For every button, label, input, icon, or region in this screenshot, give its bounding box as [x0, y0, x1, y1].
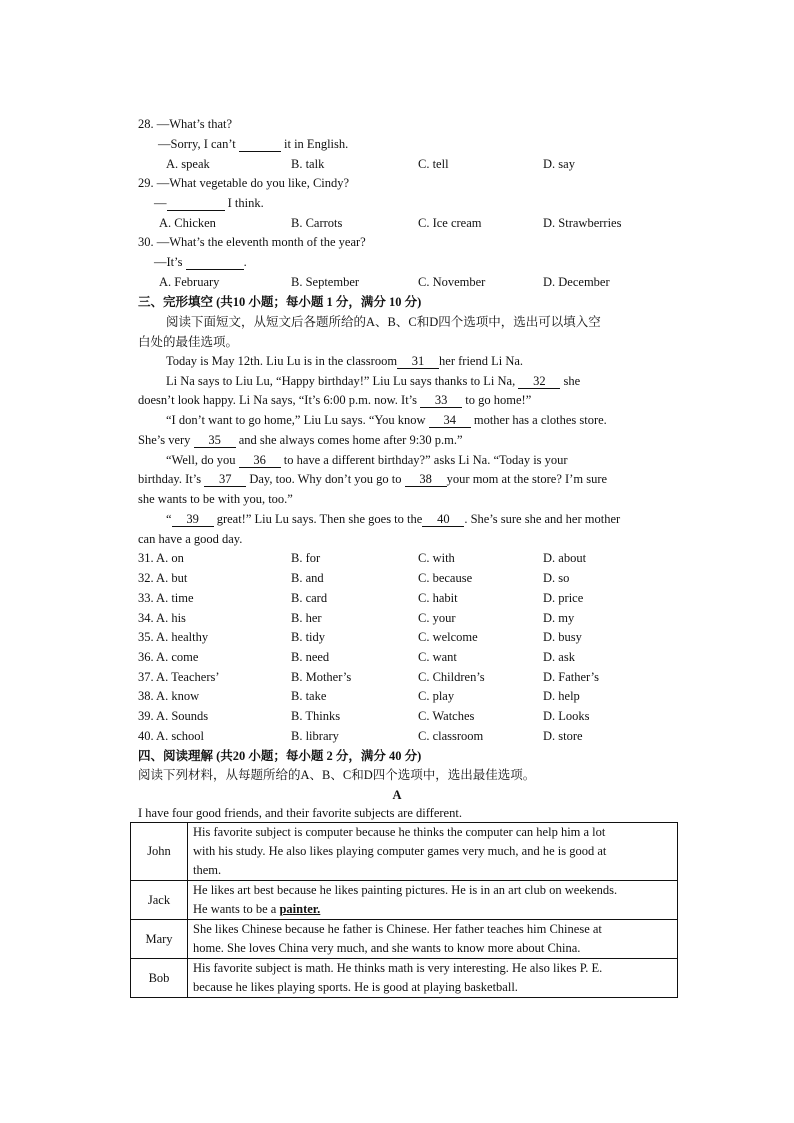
cloze-39-option-c[interactable]: C. Watches: [418, 709, 475, 723]
q29-stem: 29. —What vegetable do you like, Cindy?: [138, 176, 350, 190]
cloze-36-option-c[interactable]: C. want: [418, 650, 457, 664]
q29-option-b[interactable]: B. Carrots: [291, 216, 343, 230]
cloze-38-option-c[interactable]: C. play: [418, 689, 455, 703]
description-line: with his study. He also likes playing computer games very much, and he is good at: [193, 844, 607, 858]
cloze-31-option-d[interactable]: D. about: [543, 551, 587, 565]
q28-option-b[interactable]: B. talk: [291, 157, 325, 171]
description-text: He wants to be a: [193, 902, 280, 916]
passage-line-10: can have a good day.: [138, 532, 243, 546]
cloze-33-option-d[interactable]: D. price: [543, 591, 584, 605]
q30-option-b[interactable]: B. September: [291, 275, 360, 289]
q28-stem: 28. —What’s that?: [138, 117, 233, 131]
cloze-40-option-a[interactable]: 40. A. school: [138, 729, 204, 743]
cloze-31-option-c[interactable]: C. with: [418, 551, 455, 565]
cloze-34-option-c[interactable]: C. your: [418, 611, 456, 625]
cloze-40-option-d[interactable]: D. store: [543, 729, 583, 743]
cloze-33-option-a[interactable]: 33. A. time: [138, 591, 194, 605]
description-line: He likes art best because he likes painting pictures. He is in an art club on weekends.: [193, 883, 618, 897]
q30-stem: 30. —What’s the eleventh month of the year?: [138, 235, 366, 249]
cloze-39-option-b[interactable]: B. Thinks: [291, 709, 341, 723]
q30-option-d[interactable]: D. December: [543, 275, 610, 289]
cloze-32-option-d[interactable]: D. so: [543, 571, 570, 585]
q30-reply-pre: —It’s: [154, 255, 186, 269]
passage-text: Li Na says to Liu Lu, “Happy birthday!” Liu Lu says thanks to Li Na,: [166, 374, 519, 388]
q29-blank[interactable]: [167, 197, 225, 211]
part-a-heading: A: [392, 788, 402, 802]
cloze-38-option-a[interactable]: 38. A. know: [138, 689, 200, 703]
passage-text: Today is May 12th. Liu Lu is in the classroom: [166, 354, 398, 368]
q29-option-c[interactable]: C. Ice cream: [418, 216, 482, 230]
passage-line-4: [166, 412, 607, 428]
cloze-35-option-a[interactable]: 35. A. healthy: [138, 630, 209, 644]
q30-option-a[interactable]: A. February: [159, 275, 220, 289]
cloze-34-option-d[interactable]: D. my: [543, 611, 575, 625]
cloze-33-option-b[interactable]: B. card: [291, 591, 328, 605]
passage-text: Day, too. Why don’t you go to: [246, 472, 405, 486]
passage-text: “: [166, 512, 172, 526]
q30-reply-post: .: [243, 255, 247, 269]
description-line: His favorite subject is computer because he thinks the computer can help him a lot: [193, 825, 606, 839]
cloze-40-option-c[interactable]: C. classroom: [418, 729, 484, 743]
passage-line-3: [138, 392, 531, 408]
passage-text: “I don’t want to go home,” Liu Lu says. “You know: [166, 413, 429, 427]
table-cell-description: [188, 959, 678, 998]
description-line: [193, 900, 673, 919]
cloze-33-option-c[interactable]: C. habit: [418, 591, 458, 605]
table-row-mary: [131, 920, 678, 959]
passage-line-5: [138, 432, 463, 448]
blank-33[interactable]: 33: [420, 394, 462, 408]
cloze-39-option-a[interactable]: 39. A. Sounds: [138, 709, 209, 723]
q29-option-d[interactable]: D. Strawberries: [543, 216, 622, 230]
section4-instruction: 阅读下列材料，从每题所给的A、B、C和D四个选项中，选出最佳选项。: [138, 768, 536, 782]
blank-31[interactable]: 31: [397, 355, 439, 369]
reading-intro: I have four good friends, and their favorite subjects are different.: [138, 806, 462, 820]
q30-blank[interactable]: [186, 256, 244, 270]
cloze-37-option-c[interactable]: C. Children’s: [418, 670, 485, 684]
passage-text: to go home!”: [462, 393, 532, 407]
table-cell-name: Jack: [131, 881, 188, 920]
cloze-37-option-b[interactable]: B. Mother’s: [291, 670, 352, 684]
cloze-38-option-d[interactable]: D. help: [543, 689, 580, 703]
passage-text: “Well, do you: [166, 453, 239, 467]
blank-34[interactable]: 34: [429, 414, 471, 428]
passage-text: great!” Liu Lu says. Then she goes to the: [213, 512, 423, 526]
table-cell-name: Mary: [131, 920, 188, 959]
cloze-39-option-d[interactable]: D. Looks: [543, 709, 590, 723]
passage-text: to have a different birthday?” asks Li Na. “Today is your: [280, 453, 568, 467]
section3-instruction-line1: 阅读下面短文，从短文后各题所给的A、B、C和D四个选项中，选出可以填入空: [166, 315, 601, 329]
passage-line-2: [166, 373, 580, 389]
blank-32[interactable]: 32: [518, 375, 560, 389]
cloze-34-option-a[interactable]: 34. A. his: [138, 611, 186, 625]
cloze-32-option-a[interactable]: 32. A. but: [138, 571, 188, 585]
q29-reply: [154, 195, 264, 211]
q29-reply-post: I think.: [224, 196, 264, 210]
cloze-35-option-d[interactable]: D. busy: [543, 630, 582, 644]
table-row-john: [131, 823, 678, 881]
q29-option-a[interactable]: A. Chicken: [159, 216, 216, 230]
passage-text: she: [560, 374, 581, 388]
q30-option-c[interactable]: C. November: [418, 275, 486, 289]
description-line: home. She loves China very much, and she wants to know more about China.: [193, 941, 581, 955]
passage-line-7: [138, 471, 607, 487]
passage-text: your mom at the store? I’m sure: [446, 472, 608, 486]
table-cell-description: [188, 823, 678, 881]
q28-option-c[interactable]: C. tell: [418, 157, 449, 171]
cloze-31-option-a[interactable]: 31. A. on: [138, 551, 184, 565]
friends-table: [130, 822, 678, 998]
passage-line-6: [166, 452, 568, 468]
passage-text: mother has a clothes store.: [470, 413, 607, 427]
q30-reply: [154, 254, 247, 270]
table-row-jack: [131, 881, 678, 920]
cloze-36-option-a[interactable]: 36. A. come: [138, 650, 199, 664]
description-line: because he likes playing sports. He is good at playing basketball.: [193, 980, 518, 994]
description-line: His favorite subject is math. He thinks math is very interesting. He also likes P. E.: [193, 961, 603, 975]
table-cell-name: Bob: [131, 959, 188, 998]
passage-line-1: [166, 353, 523, 369]
passage-text: . She’s sure she and her mother: [464, 512, 621, 526]
cloze-40-option-b[interactable]: B. library: [291, 729, 339, 743]
passage-text: doesn’t look happy. Li Na says, “It’s 6:00 p.m. now. It’s: [138, 393, 421, 407]
cloze-32-option-c[interactable]: C. because: [418, 571, 473, 585]
section3-instruction-line2: 白处的最佳选项。: [138, 335, 239, 349]
cloze-38-option-b[interactable]: B. take: [291, 689, 327, 703]
cloze-36-option-d[interactable]: D. ask: [543, 650, 575, 664]
passage-text: and she always comes home after 9:30 p.m.”: [235, 433, 463, 447]
passage-text: She’s very: [138, 433, 194, 447]
cloze-35-option-b[interactable]: B. tidy: [291, 630, 326, 644]
description-line: them.: [193, 863, 222, 877]
section3-title: 三、完形填空 (共10 小题；每小题 1 分，满分 10 分): [138, 295, 422, 309]
cloze-35-option-c[interactable]: C. welcome: [418, 630, 478, 644]
blank-35[interactable]: 35: [194, 434, 236, 448]
passage-line-8: she wants to be with you, too.”: [138, 492, 293, 506]
cloze-34-option-b[interactable]: B. her: [291, 611, 322, 625]
cloze-31-option-b[interactable]: B. for: [291, 551, 321, 565]
cloze-37-option-d[interactable]: D. Father’s: [543, 670, 600, 684]
blank-38[interactable]: 38: [405, 473, 447, 487]
blank-39[interactable]: 39: [172, 513, 214, 527]
blank-36[interactable]: 36: [239, 454, 281, 468]
blank-37[interactable]: 37: [204, 473, 246, 487]
cloze-32-option-b[interactable]: B. and: [291, 571, 324, 585]
section4-title: 四、阅读理解 (共20 小题；每小题 2 分，满分 40 分): [138, 749, 422, 763]
passage-text: birthday. It’s: [138, 472, 205, 486]
passage-text: her friend Li Na.: [439, 354, 524, 368]
q29-reply-pre: —: [154, 196, 167, 210]
keyword-painter: painter.: [279, 902, 321, 916]
blank-40[interactable]: 40: [422, 513, 464, 527]
cloze-37-option-a[interactable]: 37. A. Teachers’: [138, 670, 220, 684]
table-cell-description: [188, 920, 678, 959]
table-cell-description: [188, 881, 678, 920]
q28-reply: [158, 136, 348, 152]
passage-line-9: [166, 511, 620, 527]
q28-blank[interactable]: [239, 138, 281, 152]
cloze-36-option-b[interactable]: B. need: [291, 650, 330, 664]
table-cell-name: John: [131, 823, 188, 881]
q28-reply-post: it in English.: [280, 137, 349, 151]
description-line: She likes Chinese because he father is Chinese. Her father teaches him Chinese at: [193, 922, 602, 936]
q28-option-d[interactable]: D. say: [543, 157, 575, 171]
q28-reply-pre: —Sorry, I can’t: [158, 137, 239, 151]
table-row-bob: [131, 959, 678, 998]
q28-option-a[interactable]: A. speak: [166, 157, 210, 171]
